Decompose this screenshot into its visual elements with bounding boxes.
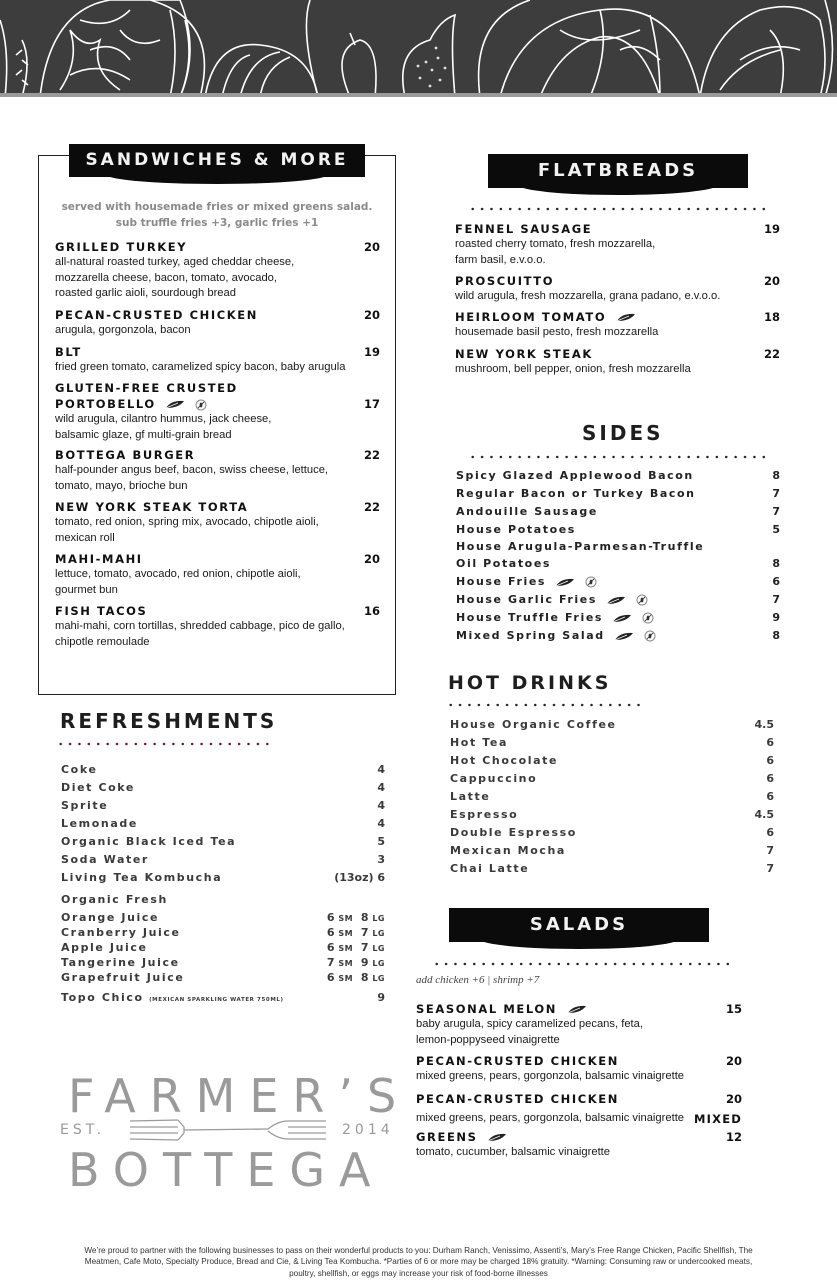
item-price: 18 [763,310,780,324]
gluten-free-icon [585,576,597,588]
vegetarian-leaf-icon [612,614,632,623]
item-price: 17 [363,397,380,411]
item-price: 20 [363,240,380,254]
gluten-free-icon [636,594,648,606]
juice-item: Apple Juice 6 SM 7 LG [61,941,385,954]
hot-drink-item: Hot Chocolate 6 [450,754,774,767]
item-description: mixed greens, pears, gorgonzola, balsamic vinaigrette [416,1112,685,1124]
item-description: farm basil, e.v.o.o. [455,253,546,266]
vegetarian-leaf-icon [165,400,185,409]
side-item: House Truffle Fries 9 [456,611,780,624]
vegetarian-leaf-icon [616,313,636,322]
item-description: lettuce, tomato, avocado, red onion, chipotle aioli, [55,568,301,580]
side-item: House Garlic Fries 7 [456,593,780,606]
footer-line2: Meatmen, Cafe Moto, Specialty Produce, Bread and Cie, & Living Tea Kombucha. *Parties of 6 or more may be charged 18% gratuity. *Warning: Consuming raw or undercooked meats, [84,1257,753,1267]
side-item: House Arugula-Parmesan-Truffle [456,540,705,553]
salads-title-text: SALADS [529,914,629,935]
sides-title: SIDES [582,421,664,445]
logo-est: EST. [60,1122,106,1138]
menu-item-gluten-free-portobello [55,380,380,443]
menu-item-new-york-steak-flatbread [455,346,780,378]
item-name: PECAN-CRUSTED CHICKEN [416,1054,619,1068]
item-name: BOTTEGA BURGER [55,448,196,462]
item-price: 12 [725,1130,742,1144]
menu-item-seasonal-melon [416,1001,742,1048]
logo-line2: BOTTEGA [68,1143,385,1197]
menu-item-ny-steak-torta [55,499,380,546]
salads-divider [432,962,730,966]
item-description: wild arugula, fresh mozzarella, grana padano, e.v.o.o. [455,290,721,302]
hot-drink-item: Double Espresso 6 [450,826,774,839]
item-name: BLT [55,345,82,359]
item-price: 16 [363,604,380,618]
item-description: gourmet bun [55,583,118,596]
vegetable-illustration-banner [0,0,837,97]
item-description: tomato, red onion, spring mix, avocado, chipotle aioli, [55,516,319,528]
gluten-free-icon [195,399,207,411]
menu-item-heirloom-tomato [455,309,780,341]
item-description: roasted cherry tomato, fresh mozzarella, [455,238,656,250]
side-item: Andouille Sausage 7 [456,505,780,518]
item-price: 20 [363,552,380,566]
engraved-vegetables-illustration [0,0,837,97]
menu-item-pecan-crusted-chicken [55,307,380,339]
hot-drink-item: Mexican Mocha 7 [450,844,774,857]
refreshment-item: Coke 4 [61,763,385,776]
juice-item: Orange Juice 6 SM 8 LG [61,911,385,924]
item-description: mexican roll [55,531,115,544]
item-price: 15 [725,1002,742,1016]
item-name-inline: MIXED [694,1112,742,1126]
item-name: FENNEL SAUSAGE [455,222,593,236]
item-description: arugula, gorgonzola, bacon [55,324,191,336]
item-price: 19 [363,345,380,359]
hot-drinks-title: HOT DRINKS [448,672,612,694]
item-price: 19 [763,222,780,236]
item-name: SEASONAL MELON [416,1002,557,1016]
side-item: Regular Bacon or Turkey Bacon 7 [456,487,780,500]
juice-item: Tangerine Juice 7 SM 9 LG [61,956,385,969]
menu-item-grilled-turkey [55,239,380,302]
item-description: housemade basil pesto, fresh mozzarella [455,326,659,338]
sandwiches-note-line1: served with housemade fries or mixed greens salad. [61,201,373,213]
item-price: 20 [725,1092,742,1106]
organic-fresh-heading: Organic Fresh [61,893,168,906]
refreshments-divider [56,742,274,746]
fork-icon [128,1117,328,1143]
footer-disclaimer [30,1245,807,1279]
sandwiches-title [69,144,365,177]
menu-item-mahi-mahi [55,551,380,598]
item-description: tomato, mayo, brioche bun [55,479,188,492]
item-description: wild arugula, cilantro hummus, jack cheese, [55,413,272,425]
item-description: mushroom, bell pepper, onion, fresh mozzarella [455,363,691,375]
refreshment-item: Living Tea Kombucha (13oz) 6 [61,871,385,884]
item-name: PECAN-CRUSTED CHICKEN [416,1092,619,1106]
sides-divider [468,455,766,459]
refreshment-item: Lemonade 4 [61,817,385,830]
item-description: mahi-mahi, corn tortillas, shredded cabbage, pico de gallo, [55,620,345,632]
menu-item-pecan-crusted-chicken-salad-2 [416,1091,742,1127]
sandwiches-title-text: SANDWICHES & MORE [85,150,349,170]
salads-title [449,908,709,942]
side-item: House Fries 6 [456,575,780,588]
item-name: GREENS [416,1130,478,1144]
menu-item-mixed-greens [416,1129,742,1161]
item-description: mozzarella cheese, bacon, tomato, avocado, [55,271,278,284]
item-name: HEIRLOOM TOMATO [455,310,607,324]
juice-item: Cranberry Juice 6 SM 7 LG [61,926,385,939]
hot-drink-item: Cappuccino 6 [450,772,774,785]
item-name: NEW YORK STEAK TORTA [55,500,249,514]
item-description: all-natural roasted turkey, aged cheddar cheese, [55,256,295,268]
hot-drink-item: Hot Tea 6 [450,736,774,749]
hot-drink-item: House Organic Coffee 4.5 [450,718,774,731]
refreshment-item: Diet Coke 4 [61,781,385,794]
vegetarian-leaf-icon [614,632,634,641]
side-item: House Potatoes 5 [456,523,780,536]
item-price: 22 [763,347,780,361]
menu-item-bottega-burger [55,447,380,494]
vegetarian-leaf-icon [567,1005,587,1014]
topo-chico-item: Topo Chico (MEXICAN SPARKLING WATER 750ML) 9 [61,991,385,1004]
item-price: 20 [763,274,780,288]
refreshments-title: REFRESHMENTS [60,709,278,733]
item-description: half-pounder angus beef, bacon, swiss cheese, lettuce, [55,464,329,476]
menu-item-blt [55,344,380,376]
hot-drink-item: Latte 6 [450,790,774,803]
menu-item-fish-tacos [55,603,380,650]
item-name: GRILLED TURKEY [55,240,188,254]
gluten-free-icon [642,612,654,624]
footer-line3: poultry, shellfish, or eggs may increase your risk of food-borne illnesses [289,1268,548,1278]
item-name: PROSCUITTO [455,274,555,288]
menu-item-pecan-crusted-chicken-salad [416,1053,742,1085]
item-description: fried green tomato, caramelized spicy bacon, baby arugula [55,361,346,373]
menu-item-fennel-sausage [455,221,780,268]
side-item: Oil Potatoes 8 [456,557,780,570]
flatbreads-title [488,154,748,188]
side-item: Spicy Glazed Applewood Bacon 8 [456,469,780,482]
item-price: 22 [363,500,380,514]
menu-item-proscuitto [455,273,780,305]
vegetarian-leaf-icon [606,596,626,605]
logo-year: 2014 [342,1122,394,1138]
item-name: NEW YORK STEAK [455,347,593,361]
hot-drink-item: Espresso 4.5 [450,808,774,821]
item-price: 22 [363,448,380,462]
item-name: FISH TACOS [55,604,148,618]
salads-add-on-note: add chicken +6 | shrimp +7 [416,974,540,986]
refreshment-item: Organic Black Iced Tea 5 [61,835,385,848]
refreshment-item: Sprite 4 [61,799,385,812]
item-description: tomato, cucumber, balsamic vinaigrette [416,1146,611,1158]
item-name: MAHI-MAHI [55,552,143,566]
logo-line1: FARMER’S [68,1069,411,1123]
item-description: lemon-poppyseed vinaigrette [416,1033,560,1046]
gluten-free-icon [644,630,656,642]
footer-line1: We’re proud to partner with the following businesses to pass on their wonderful products to you: Durham Ranch, Venissimo, Assenti’s, Mary’s Free Range Chicken, Pacific Shellfish, The [84,1246,753,1255]
item-price: 20 [725,1054,742,1068]
sandwiches-note-line2: sub truffle fries +3, garlic fries +1 [115,217,319,229]
side-item: Mixed Spring Salad 8 [456,629,780,642]
item-price: 20 [363,308,380,322]
item-description: roasted garlic aioli, sourdough bread [55,287,236,299]
item-name: PECAN-CRUSTED CHICKEN [55,308,258,322]
item-description: baby arugula, spicy caramelized pecans, feta, [416,1018,643,1030]
item-description: chipotle remoulade [55,635,150,648]
vegetarian-leaf-icon [555,578,575,587]
refreshment-item: Soda Water 3 [61,853,385,866]
hot-drink-item: Chai Latte 7 [450,862,774,875]
item-description: mixed greens, pears, gorgonzola, balsamic vinaigrette [416,1070,685,1082]
item-name-line2: PORTOBELLO [55,397,156,411]
item-name: GLUTEN-FREE CRUSTED [55,381,238,395]
flatbreads-divider [468,207,766,211]
hot-drinks-divider [446,703,643,707]
sandwiches-note [40,199,394,231]
flatbreads-title-text: FLATBREADS [537,160,699,181]
vegetarian-leaf-icon [487,1133,507,1142]
item-description: balsamic glaze, gf multi-grain bread [55,428,232,441]
juice-item: Grapefruit Juice 6 SM 8 LG [61,971,385,984]
